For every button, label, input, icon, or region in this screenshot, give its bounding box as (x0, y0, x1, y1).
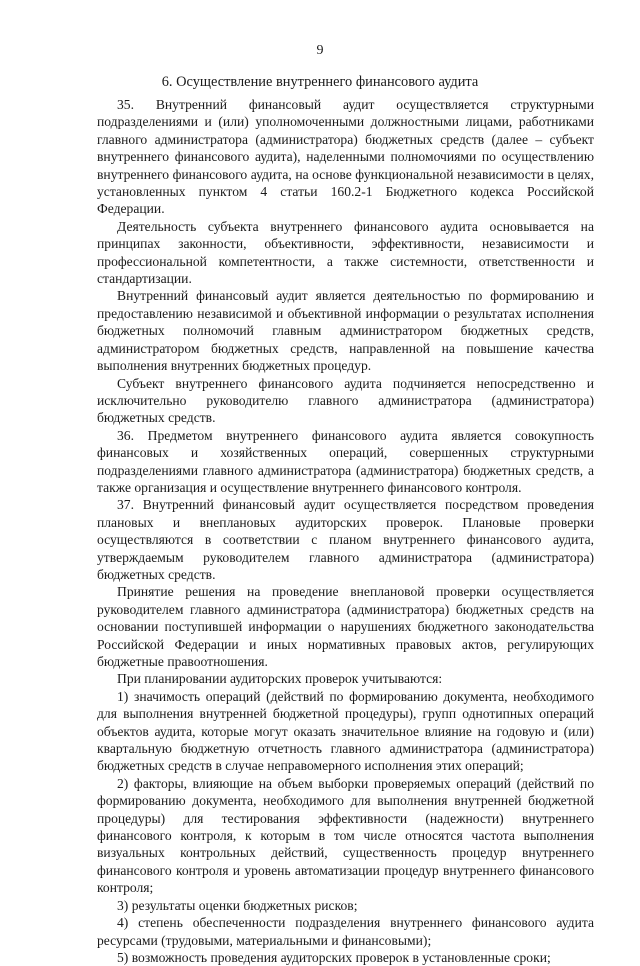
paragraph-37: 37. Внутренний финансовый аудит осуществляется посредством проведения плановых и внеплановых аудиторских проверок. Плановые проверки осуществляются в соответствии с планом внутреннего финансового аудита, утверждаемым руководителем главного администратора (администратора) бюджетных средств. (97, 497, 594, 582)
paragraph-unplanned-audit: Принятие решения на проведение внеплановой проверки осуществляется руководителем главного администратора (администратора) бюджетных средств на основании поступившей информации о нарушениях бюджетного законодательства Российской Федерации и иных нормативных правовых актов, регулирующих бюджетные правоотношения. (97, 584, 594, 669)
paragraph-definition: Внутренний финансовый аудит является деятельностью по формированию и предоставлению независимой и объективной информации о результатах исполнения бюджетных полномочий главным администратором бюджетных средств, администратором бюджетных средств, направленной на повышение качества выполнения внутренних бюджетных процедур. (97, 288, 594, 374)
list-item-3: 3) результаты оценки бюджетных рисков; (117, 897, 358, 913)
paragraph-36: 36. Предметом внутреннего финансового аудита является совокупность финансовых и хозяйственных операций, совершенных структурными подразделениями главного администратора (администратора) бюджетных средств, а также организация и осуществление внутреннего финансового контроля. (97, 427, 594, 495)
paragraph-planning-intro: При планировании аудиторских проверок учитываются: (117, 671, 443, 687)
list-item-5: 5) возможность проведения аудиторских проверок в установленные сроки; (117, 949, 551, 965)
paragraph-35: 35. Внутренний финансовый аудит осуществляется структурными подразделениями и (или) уполномоченными должностными лицами, работниками главного администратора (администратора) бюджетных средств (далее – субъект внутреннего финансового аудита), наделенными полномочиями по осуществлению внутреннего финансового аудита, на основе функциональной независимости в целях, установленных пунктом 4 статьи 160.2-1 Бюджетного кодекса Российской Федерации. (97, 97, 594, 217)
list-item-4: 4) степень обеспеченности подразделения внутреннего финансового аудита ресурсами (трудовыми, материальными и финансовыми); (97, 915, 594, 948)
page-number: 9 (316, 43, 324, 58)
list-item-1: 1) значимость операций (действий по формированию документа, необходимого для выполнения внутренней бюджетной процедуры), групп однотипных операций объектов аудита, которые могут оказать значительное влияние на годовую и (или) квартальную бюджетную отчетность главного администратора (администратора) бюджетных средств в случае неправомерного исполнения этих операций; (97, 688, 594, 774)
paragraph-principles: Деятельность субъекта внутреннего финансового аудита основывается на принципах законности, объективности, эффективности, независимости и профессиональной компетентности, а также системности, ответственности и стандартизации. (97, 218, 594, 287)
paragraph-subordination: Субъект внутреннего финансового аудита подчиняется непосредственно и исключительно руководителю главного администратора (администратора) бюджетных средств. (97, 375, 594, 426)
section-title: 6. Осуществление внутреннего финансового аудита (161, 74, 479, 90)
document-body (97, 96, 594, 966)
list-item-2: 2) факторы, влияющие на объем выборки проверяемых операций (действий по формированию документа, необходимого для выполнения внутренней бюджетной процедуры) для тестирования эффективности (надежности) внутреннего финансового контроля, к которым в том числе относятся частота выполнения визуальных контрольных действий, существенность процедур внутреннего финансового контроля и уровень автоматизации процедур внутреннего финансового контроля; (97, 775, 594, 896)
